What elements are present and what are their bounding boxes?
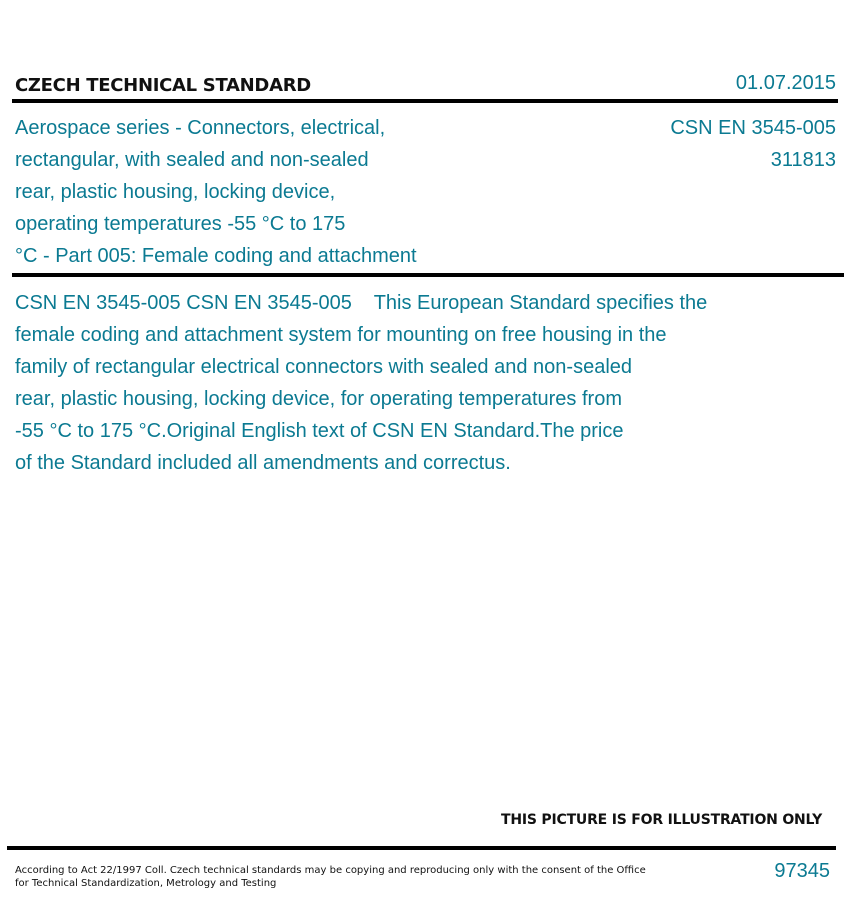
standard-title [15, 112, 465, 272]
abstract-line: family of rectangular electrical connectors with sealed and non-sealed [15, 356, 633, 378]
abstract-line: CSN EN 3545-005 CSN EN 3545-005 This European Standard specifies the [15, 292, 708, 314]
abstract-line: female coding and attachment system for mounting on free housing in the [15, 324, 667, 346]
catalog-number: 97345 [774, 860, 830, 882]
header-divider [12, 99, 838, 103]
illustration-disclaimer: THIS PICTURE IS FOR ILLUSTRATION ONLY [501, 812, 823, 828]
abstract-line: -55 °C to 175 °C.Original English text of CSN EN Standard.The price [15, 420, 624, 442]
standard-abstract [15, 287, 785, 479]
document-type-label: CZECH TECHNICAL STANDARD [15, 75, 311, 96]
title-line: rear, plastic housing, locking device, [15, 181, 336, 203]
title-line: Aerospace series - Connectors, electrical, [15, 117, 386, 139]
title-line: rectangular, with sealed and non-sealed [15, 149, 369, 171]
standard-code: CSN EN 3545-005 [670, 117, 836, 139]
title-divider [12, 273, 844, 277]
legal-notice-line: for Technical Standardization, Metrology and Testing [15, 878, 277, 889]
title-line: °C - Part 005: Female coding and attachment [15, 245, 417, 267]
publication-date: 01.07.2015 [735, 72, 836, 94]
abstract-line: rear, plastic housing, locking device, for operating temperatures from [15, 388, 622, 410]
abstract-line: of the Standard included all amendments and correctus. [15, 452, 511, 474]
legal-notice-line: According to Act 22/1997 Coll. Czech technical standards may be copying and reproducing only with the consent of the Office [15, 865, 646, 876]
title-line: operating temperatures -55 °C to 175 [15, 213, 346, 235]
classification-number: 311813 [770, 149, 836, 171]
legal-notice [15, 864, 646, 890]
footer-divider [7, 846, 836, 850]
